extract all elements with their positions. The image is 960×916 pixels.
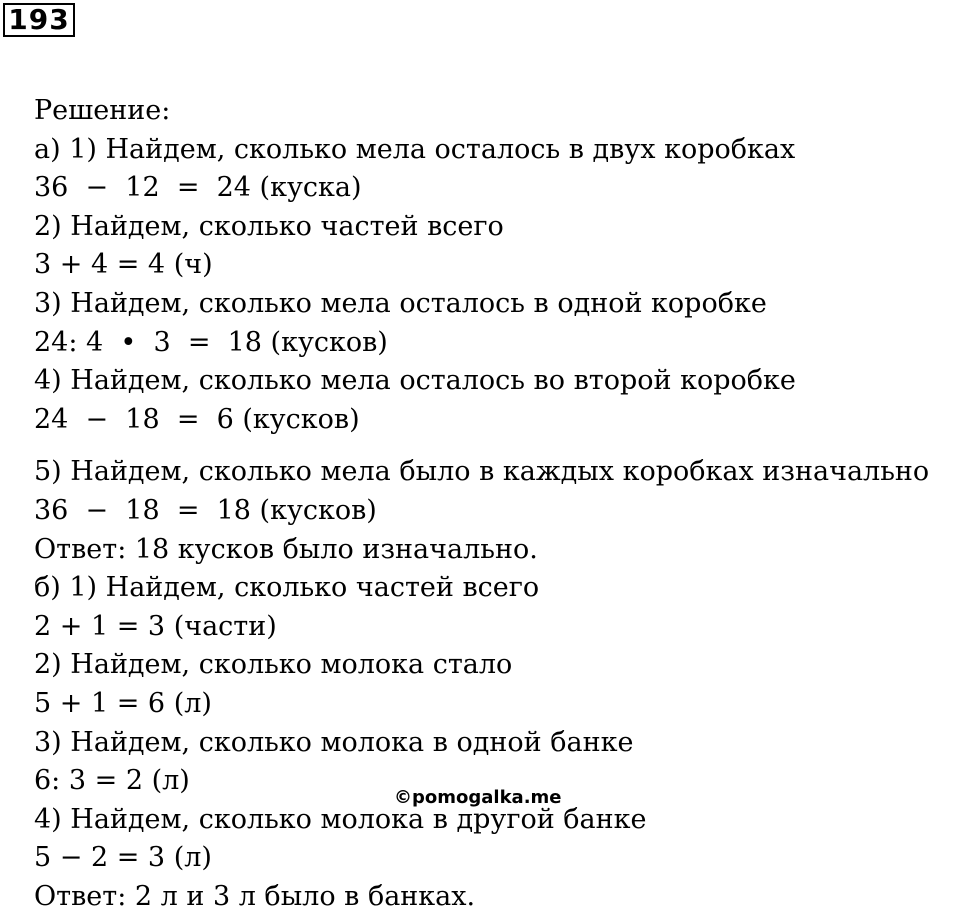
solution-line: 3) Найдем, сколько мела осталось в одной коробке (34, 287, 767, 319)
solution-line: 2) Найдем, сколько молока стало (34, 649, 513, 681)
solution-line: 4) Найдем, сколько мела осталось во второй коробке (34, 365, 796, 397)
solution-line: 5 − 2 = 3 (л) (34, 842, 212, 874)
problem-number-box: 193 (3, 3, 75, 37)
solution-line: 36 − 18 = 18 (кусков) (34, 494, 377, 526)
answer-line: Ответ: 2 л и 3 л было в банках. (34, 880, 476, 912)
section-gap (34, 439, 929, 453)
solution-line: 5 + 1 = 6 (л) (34, 687, 212, 719)
solution-line: 3 + 4 = 4 (ч) (34, 249, 213, 281)
solution-line: 4) Найдем, сколько молока в другой банке (34, 803, 647, 835)
solution-line: 2) Найдем, сколько частей всего (34, 210, 504, 242)
solution-line: 6: 3 = 2 (л) (34, 765, 190, 797)
solution-line: 3) Найдем, сколько молока в одной банке (34, 726, 634, 758)
solution-line: 5) Найдем, сколько мела было в каждых коробках изначально (34, 456, 930, 488)
solution-line: 2 + 1 = 3 (части) (34, 610, 277, 642)
answer-line: Ответ: 18 кусков было изначально. (34, 533, 538, 565)
watermark: ©pomogalka.me (394, 787, 562, 808)
solution-line: б) 1) Найдем, сколько частей всего (34, 572, 540, 604)
solution-line: 24: 4 • 3 = 18 (кусков) (34, 326, 388, 358)
solution-line: 24 − 18 = 6 (кусков) (34, 403, 360, 435)
solution-heading: Решение: (34, 95, 171, 126)
solution-line: 36 − 12 = 24 (куска) (34, 172, 362, 204)
solution-line: а) 1) Найдем, сколько мела осталось в двух коробках (34, 133, 796, 165)
